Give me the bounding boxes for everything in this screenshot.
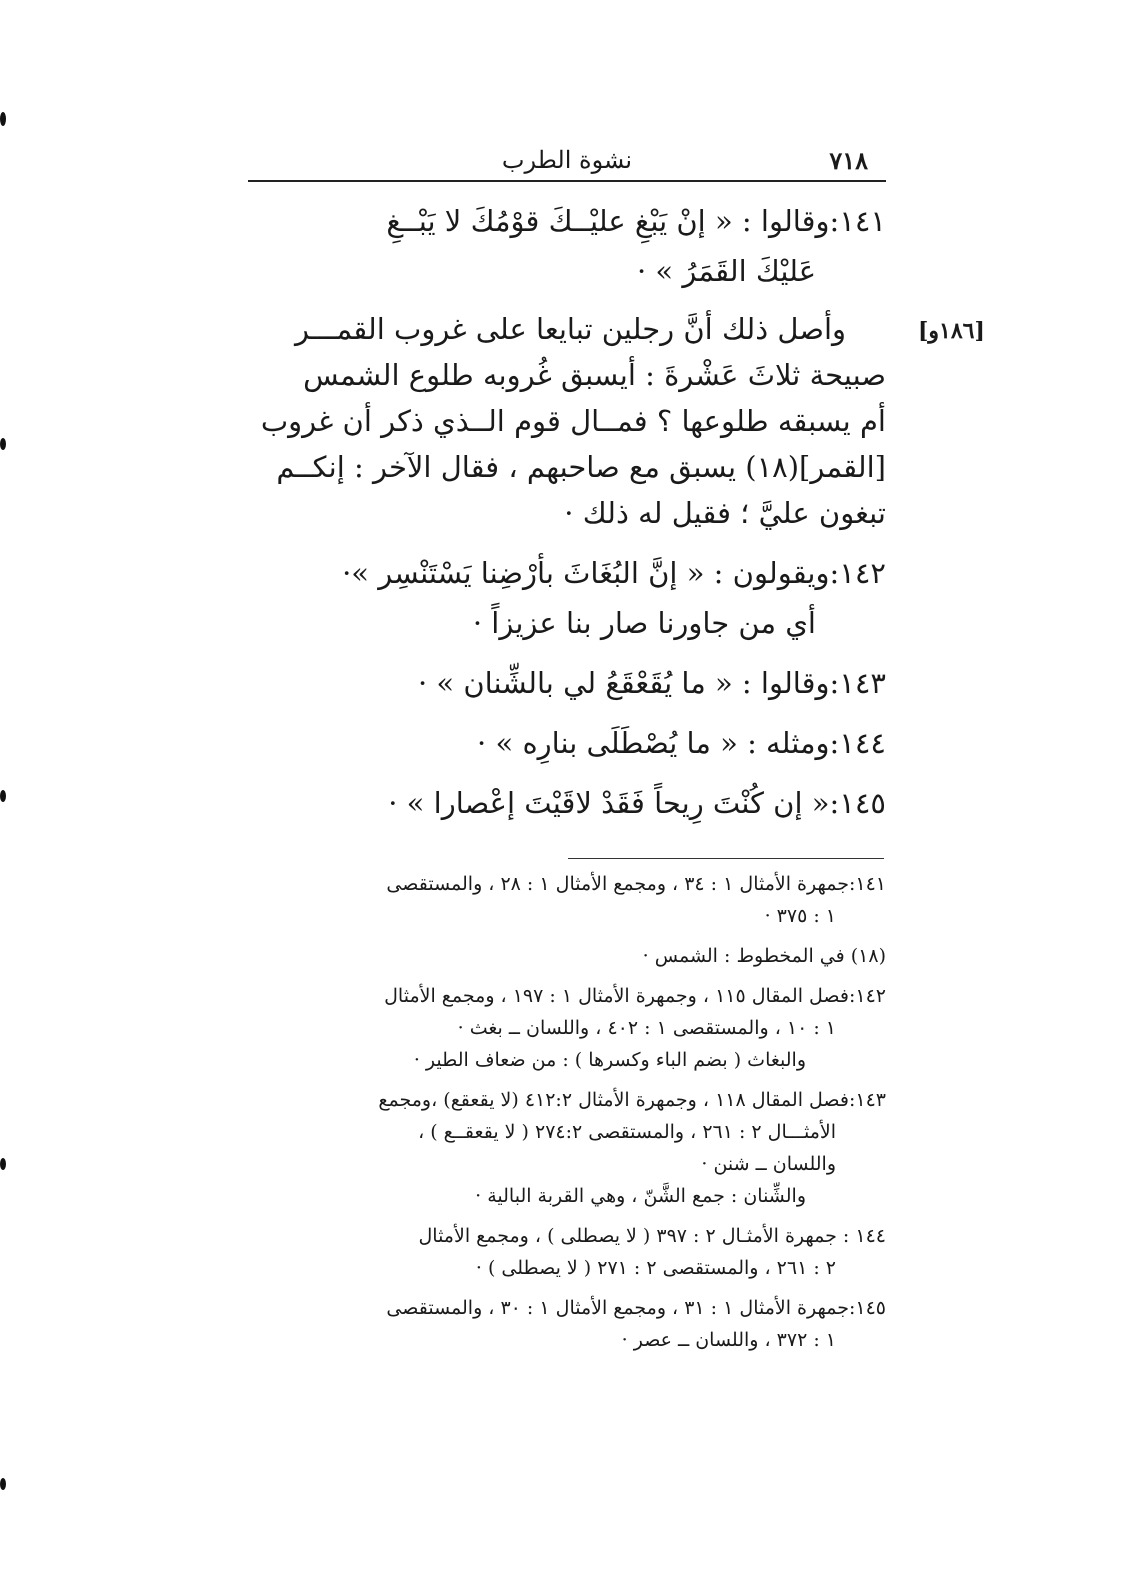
footnote-line: ١ : ١٠ ، والمستقصى ١ : ٤٠٢ ، واللسان ــ بغث ·: [457, 1017, 836, 1039]
footnote-line: ١٤٥:جمهرة الأمثال ١ : ٣١ ، ومجمع الأمثال ١ : ٣٠ ، والمستقصى: [386, 1297, 886, 1319]
scan-speck: [0, 112, 6, 126]
footnote-line: ١٤٣:فصل المقال ١١٨ ، وجمهرة الأمثال ٤١٢:٢ (لا يقعقع) ،ومجمع: [378, 1089, 886, 1111]
entry-line: ١٤٤:ومثله : « ما يُصْطَلَى بنارِه » ·: [477, 726, 886, 760]
footnote-line: ١ : ٣٧٢ ، واللسان ــ عصر ·: [621, 1329, 836, 1351]
paragraph-line: وأصل ذلك أنَّ رجلين تبايعا على غروب القمـــر: [295, 312, 846, 346]
footnote-144: [248, 1220, 886, 1284]
running-header: [248, 146, 886, 182]
proverb-entry-143: [248, 658, 886, 708]
footnote-143: [248, 1084, 886, 1212]
footnote-line: (١٨) في المخطوط : الشمس ·: [642, 945, 886, 967]
main-text: [248, 196, 886, 838]
footnote-line: ١٤١:جمهرة الأمثال ١ : ٣٤ ، ومجمع الأمثال ١ : ٢٨ ، والمستقصى: [386, 873, 886, 895]
footnote-142: [248, 980, 886, 1076]
footnotes: [248, 868, 886, 1364]
footnote-line: ١٤٢:فصل المقال ١١٥ ، وجمهرة الأمثال ١ : ١٩٧ ، ومجمع الأمثال: [384, 985, 886, 1007]
proverb-entry-141: [248, 196, 886, 296]
book-title: نشوة الطرب: [501, 146, 633, 174]
footnote-141: [248, 868, 886, 932]
entry-line: ١٤٢:ويقولون : « إنَّ البُغَاثَ بأرْضِنا يَسْتَنْسِر »·: [342, 556, 886, 590]
footnote-line: والبغاث ( بضم الباء وكسرها ) : من ضعاف الطير ·: [413, 1049, 806, 1071]
scan-speck: [0, 790, 6, 802]
scan-speck: [0, 1478, 6, 1490]
page-number: ٧١٨: [829, 146, 868, 175]
footnote-line: ١٤٤ : جمهرة الأمثـال ٢ : ٣٩٧ ( لا يصطلى ) ، ومجمع الأمثال: [418, 1225, 886, 1247]
paragraph-line: [القمر](١٨) يسبق مع صاحبهم ، فقال الآخر : إنكــم: [276, 450, 886, 484]
entry-line: عَليْكَ القَمَرُ » ·: [636, 254, 816, 288]
footnote-145: [248, 1292, 886, 1356]
explanation-paragraph: [248, 306, 886, 536]
entry-line: أي من جاورنا صار بنا عزيزاً ·: [472, 606, 816, 640]
footnote-line: ١ : ٣٧٥ ·: [764, 905, 836, 927]
footnote-line: ٢ : ٢٦١ ، والمستقصى ٢ : ٢٧١ ( لا يصطلى ) ·: [475, 1257, 836, 1279]
footnote-line: الأمثـــال ٢ : ٢٦١ ، والمستقصى ٢٧٤:٢ ( لا يقعقــع ) ،: [418, 1121, 836, 1143]
entry-line: ١٤١:وقالوا : « إنْ يَبْغِ عليْــكَ قوْمُكَ لا يَبْــغِ: [386, 204, 886, 238]
footnote-divider: [568, 858, 884, 859]
footnote-line: واللسان ــ شنن ·: [701, 1153, 836, 1175]
proverb-entry-145: [248, 778, 886, 828]
paragraph-line: تبغون عليَّ ؛ فقيل له ذلك ·: [564, 496, 886, 530]
entry-line: ١٤٥:« إن كُنْتَ رِيحاً فَقَدْ لاقَيْتَ إعْصارا » ·: [388, 786, 886, 820]
proverb-entry-144: [248, 718, 886, 768]
proverb-entry-142: [248, 548, 886, 648]
paragraph-line: أم يسبقه طلوعها ؟ فمــال قوم الــذي ذكر أن غروب: [260, 404, 886, 438]
paragraph-line: صبيحة ثلاثَ عَشْرةَ : أيسبق غُروبه طلوع الشمس: [303, 358, 886, 392]
entry-line: ١٤٣:وقالوا : « ما يُقَعْقَعُ لي بالشِّنان » ·: [417, 666, 886, 700]
footnote-18: [248, 940, 886, 972]
scan-speck: [0, 438, 6, 450]
manuscript-folio-marker: [١٨٦و]: [918, 318, 985, 344]
footnote-line: والشِّنان : جمع الشَّنّ ، وهي القربة البالية ·: [475, 1185, 806, 1207]
scan-speck: [0, 1158, 6, 1170]
